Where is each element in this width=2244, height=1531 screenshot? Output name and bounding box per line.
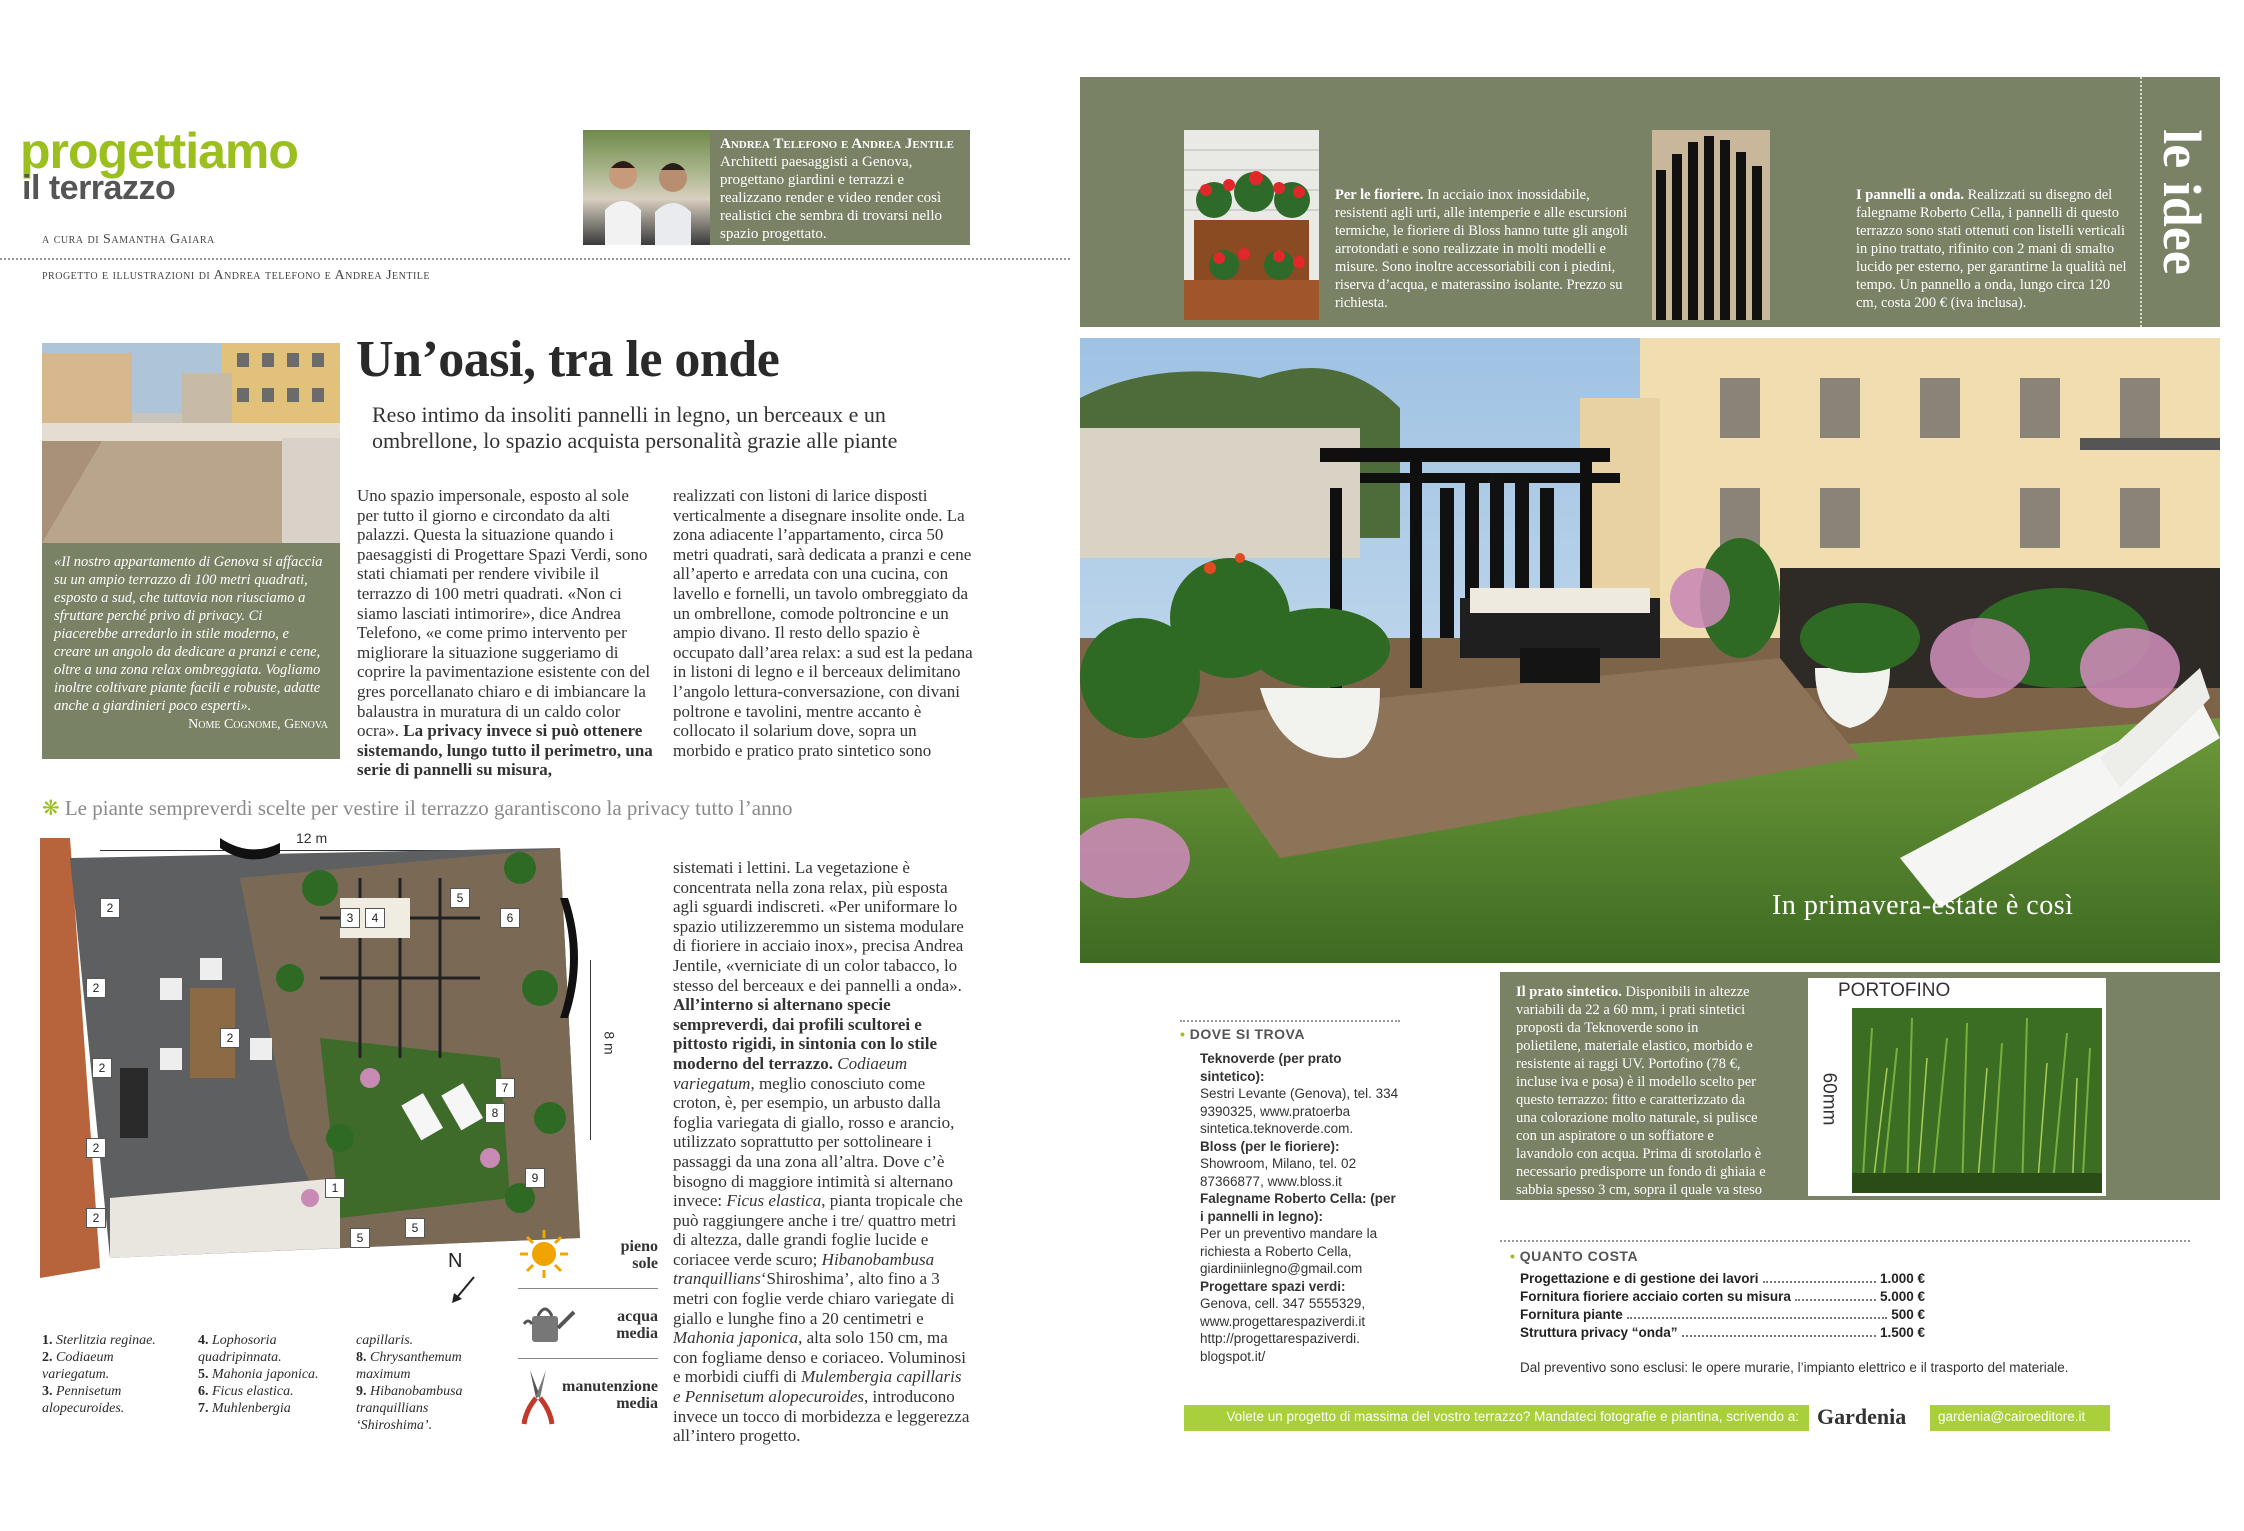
legend-item: 8. Chrysanthemum maximum [356,1350,462,1382]
terrace-render [1080,338,2220,963]
footer-email-bar[interactable] [1930,1405,2110,1431]
plan-tag-6: 2 [220,1028,240,1048]
wave-panel-photo [1652,130,1770,320]
cost-row: Struttura privacy “onda” 1.500 € [1520,1325,1925,1340]
plan-tag-11: 7 [495,1078,515,1098]
plan-tag-7: 3 [340,908,360,928]
plan-tag-13: 9 [525,1168,545,1188]
where-section [1180,1020,1400,1042]
legend-item: 9. Hibanobambusa tranquillians ‘Shiroshima’. [356,1384,463,1433]
care-sun-text: pieno sole [620,1238,658,1272]
plan-tag-16: 5 [405,1218,425,1238]
plan-tag-8: 4 [365,908,385,928]
section-title-line2: il terrazzo [22,169,176,207]
authors-photo [583,130,710,245]
plan-tag-10: 6 [500,908,520,928]
asterisk-icon: ❋ [42,796,65,820]
before-photo [42,343,340,543]
authors-names: Andrea Telefono e Andrea Jentile [720,136,954,152]
left-page [0,0,1080,1531]
footer-cta-bar [1184,1405,1809,1431]
terrace-plan [40,838,600,1278]
curated-by: a cura di Samantha Gaiara [42,232,215,247]
north-label: N [448,1250,463,1272]
where-entry: Falegname Roberto Cella: (per i pannelli in legno): Per un preventivo mandare la richiesta a Roberto Cella, giardiniinlegno@gmail.com [1200,1191,1396,1276]
body-col1-bold: La privacy invece si può ottenere sistemando, lungo tutto il perimetro, una serie di pannelli su misura, [357,721,653,780]
authors-bio: Architetti paesaggisti a Genova, progettano giardini e terrazzi e realizzano render e video render così realistici che sembra di trovarsi nello spazio progettato. [720,154,943,242]
lawn-sample-label: PORTOFINO [1838,980,1951,1001]
cost-section [1500,1240,2190,1264]
where-entry: Bloss (per le fioriere): Showroom, Milano, tel. 02 87366877, www.bloss.it [1200,1138,1357,1189]
north-arrow-icon [448,1275,478,1309]
planters-text: Per le fioriere. In acciaio inox inossidabile, resistenti agli urti, alle intemperie e alle escursioni termiche, le fioriere di Bloss hanno tutte gli angoli arrotondati e sono realizzate in molti modelli e misure. Sono inoltre accessoriabili con i piedini, riserva d’acqua, e materassino isolante. Prezzo su richiesta. [1335,187,1628,311]
lawn-text: Il prato sintetico. Disponibili in altezze variabili da 22 a 60 mm, i prati sintetici proposti da Teknoverde sono in polietilene, materiale elastico, morbido e resistente ai raggi UV. Portofino (78 €, incluse iva e posa) è il modello scelto per questo terrazzo: fitto e caratterizzato da una colorazione molto naturale, si pulisce con un aspiratore o un soffiatore e lavandolo con acqua. Prima di srotolarlo è necessario predisporre un fondo di ghiaia e sabbia spesso 3 cm, sopra il quale va steso un telo di geotessuto. [1516,984,1766,1216]
plan-tag-5: 2 [86,1208,106,1228]
header-divider [0,258,1070,260]
planter-photo [1184,130,1319,320]
care-water-text: acqua media [616,1308,658,1342]
cost-row: Progettazione e di gestione dei lavori 1.000 € [1520,1271,1925,1286]
article-headline: Un’oasi, tra le onde [356,331,780,388]
lawn-sample-photo [1852,1008,2102,1193]
article-standfirst: Reso intimo da insoliti pannelli in legno, un berceaux e un ombrellone, lo spazio acquista personalità grazie alle piante [372,402,898,453]
plan-tag-2: 2 [86,978,106,998]
care-maintenance-text: manutenzione media [562,1378,658,1412]
cost-row: Fornitura fioriere acciaio corten su misura 5.000 € [1520,1289,1925,1304]
footer-brand: Gardenia [1817,1404,1907,1429]
pruning-shears-icon [518,1366,558,1430]
sun-icon [518,1228,570,1284]
section-title-line1: progettiamo [20,123,298,179]
care-panel [518,1222,658,1437]
legend-item: 3. Pennisetum alopecuroides. [42,1384,125,1416]
plan-tag-4: 2 [86,1138,106,1158]
where-entry: Progettare spazi verdi: Genova, cell. 347 5555329, www.progettarespaziverdi.it http://progettarespaziverdi. blogspot.it/ [1200,1278,1366,1364]
reader-letter-box [42,543,340,759]
body-col2-text: realizzati con listoni di larice disposti verticalmente a disegnare insolite onde. La zona adiacente l’appartamento, circa 50 metri quadrati, sarà dedicata a pranzi e cene all’aperto e arredata con una cucina, con lavello e fornelli, un tavolo ombreggiato da un ombrellone, comode poltroncine e un ampio divano. Il resto dello spazio è occupato dall’area relax: a sud est la pedana in listoni di legno e il berceaux delimitano l’angolo lettura-conversazione, con divani poltrone e tavolini, mentre accanto è collocato il solarium dove, sopra un morbido e pratico prato sintetico sono [673,486,973,760]
legend-col-1 [42,1332,182,1417]
cost-divider [1500,1240,2190,1242]
lawn-sample-box [1808,978,2106,1196]
watering-can-icon [518,1298,578,1354]
plan-tag-12: 8 [485,1103,505,1123]
cost-title: • QUANTO COSTA [1510,1248,1639,1264]
plan-tag-9: 5 [450,888,470,908]
legend-item: 4. Lophosoria quadripinnata. [198,1333,282,1365]
section-subhead [42,796,793,821]
cost-row: Fornitura piante 500 € [1520,1307,1925,1322]
plan-tag-1: 2 [100,898,120,918]
authors-box [710,130,970,245]
right-page [1080,0,2244,1531]
legend-col-3 [356,1332,481,1434]
legend-item: 1. Sterlitzia reginae. [42,1333,156,1348]
legend-item: 5. Mahonia japonica. [198,1367,319,1382]
legend-col-2 [198,1332,338,1417]
plan-tag-15: 5 [350,1228,370,1248]
legend-item: 2. Codiaeum variegatum. [42,1350,114,1382]
body-column-1 [357,486,653,780]
project-credit: progetto e illustrazioni di Andrea telefono e Andrea Jentile [42,268,431,283]
ideas-vertical-title: le idee [2140,77,2222,327]
care-row-maintenance [518,1362,658,1432]
cost-table [1520,1270,1925,1342]
where-title: • DOVE SI TROVA [1180,1026,1305,1042]
plan-height-label: 8 m [601,1031,618,1055]
where-list [1200,1050,1400,1365]
care-row-sun [518,1222,658,1289]
legend-item: capillaris. [356,1333,414,1348]
body-column-2 [673,486,973,760]
cost-note: Dal preventivo sono esclusi: le opere murarie, l’impianto elettrico e il trasporto del materiale. [1520,1360,2069,1375]
plan-tag-3: 2 [92,1058,112,1078]
where-entry: Teknoverde (per prato sintetico): Sestri Levante (Genova), tel. 334 9390325, www.pratoerba sintetica.teknoverde.com. [1200,1051,1399,1136]
reader-signature: Nome Cognome, Genova [188,717,328,732]
section-logo [20,123,298,207]
body-col1-text: Uno spazio impersonale, esposto al sole per tutto il giorno e circondato da alti palazzi. Questa la situazione quando i paesaggisti di Progettare Spazi Verdi, sono stati chiamati per rendere vivibile il terrazzo di 100 metri quadrati. «Non ci siamo lasciati intimorire», dice Andrea Telefono, «e come primo intervento per migliorare la situazione suggeriamo di coprire la pavimentazione esistente con del gres porcellanato chiaro e di imbiancare la balaustra in muratura di un caldo color ocra». [357,486,651,741]
subhead-text: Le piante sempreverdi scelte per vestire il terrazzo garantiscono la privacy tutto l’anno [64,796,793,820]
plan-tag-14: 1 [325,1178,345,1198]
legend-item: 7. Muhlenbergia [198,1401,291,1416]
lawn-sample-height: 60mm [1818,1072,1840,1126]
reader-letter: «Il nostro appartamento di Genova si affaccia su un ampio terrazzo di 100 metri quadrati, esposto a sud, che tuttavia non riusciamo a sfruttare perché privo di privacy. Ci piacerebbe arredarlo in stile moderno, e creare un angolo da dedicare a pranzi e cene, oltre a una zona relax ombreggiata. Vogliamo inoltre coltivare piante facili e robuste, adatte anche a giardinieri poco esperti». [54,554,323,714]
legend-item: 6. Ficus elastica. [198,1384,294,1399]
care-row-water [518,1292,658,1359]
render-caption: In primavera-estate è così [1772,890,2074,921]
wave-panels-text: I pannelli a onda. Realizzati su disegno del falegname Roberto Cella, i pannelli di questo terrazzo sono stati ottenuti con listelli verticali in pino trattato, rifinito con 2 mani di smalto lucido per esterno, per garantirne la qualità nel tempo. Un pannello a onda, lungo circa 120 cm, costa 200 € (iva inclusa). [1856,187,2127,311]
body-column-3: sistemati i lettini. La vegetazione è concentrata nella zona relax, più esposta agli sguardi indiscreti. «Per uniformare lo spazio utilizzeremmo un sistema modulare di fioriere in acciaio inox», precisa Andrea Jentile, «verniciate di un color tabacco, lo stesso del berceaux e dei pannelli a onda». All’interno si alternano specie sempreverdi, dai profili scultorei e pittosto rigidi, in sintonia con lo stile moderno del terrazzo. Codiaeum variegatum, meglio conosciuto come croton, è, per esempio, un arbusto dalla foglia variegata di giallo, rosso e arancio, utilizzato soprattutto per sottolineare i passaggi da una zona all’altra. Dove c’è bisogno di maggiore intimità si alternano invece: Ficus elastica, pianta tropicale che può raggiungere anche i tre/ quattro metri di altezza, dalle grandi foglie lucide e coriacee verde scuro; Hibanobambusa tranquillians‘Shiroshima’, alto fino a 3 metri con foglie verde chiaro variegate di giallo e lunghe fino a 20 centimetri e Mahonia japonica, alta solo 150 cm, ma con fogliame denso e coriaceo. Voluminosi e morbidi ciuffi di Mulembergia capillaris e Pennisetum alopecuroides, introducono invece un tocco di morbidezza e leggerezza all’intero progetto. [673,858,970,1446]
footer-email[interactable]: gardenia@cairoeditore.it [1938,1409,2086,1424]
where-divider [1180,1020,1400,1022]
plan-width-label: 12 m [296,830,328,846]
footer-cta: Volete un progetto di massima del vostro terrazzo? Mandateci fotografie e piantina, scrivendo a: [1226,1409,1799,1424]
